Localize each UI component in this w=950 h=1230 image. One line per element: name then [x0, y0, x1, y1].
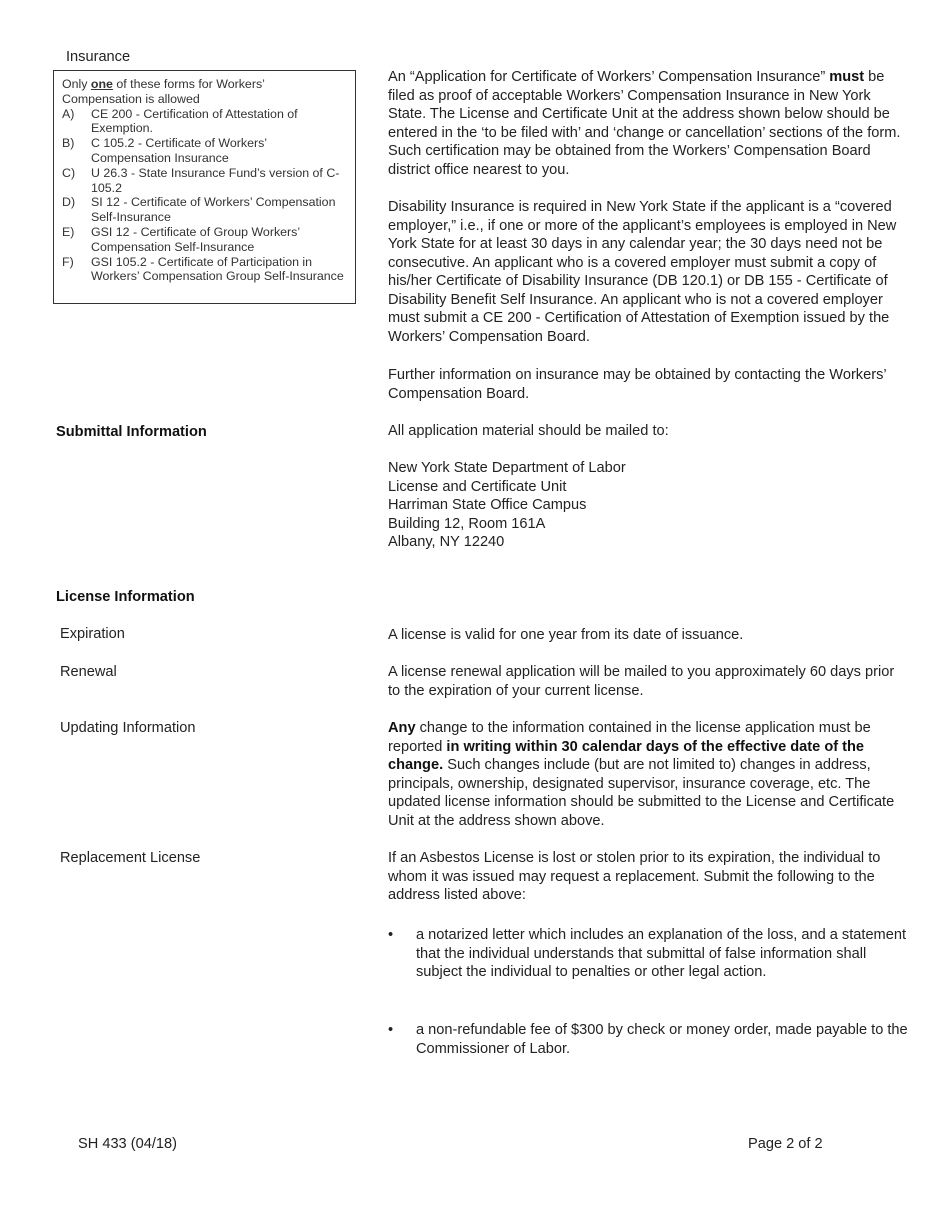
- form-item: B) C 105.2 - Certificate of Workers’ Compensation Insurance: [62, 136, 267, 165]
- bullet-item: • a notarized letter which includes an explanation of the loss, and a statement that the individual understands that submittal of false information shall subject the individual to penalties or other legal action.: [388, 927, 907, 980]
- mailing-address: [388, 459, 908, 552]
- form-item: C) U 26.3 - State Insurance Fund’s version of C-105.2: [62, 165, 340, 195]
- form-item: E) GSI 12 - Certificate of Group Workers’ Compensation Self-Insurance: [62, 224, 300, 254]
- insurance-label: Insurance: [66, 49, 131, 65]
- form-id: SH 433 (04/18): [78, 1136, 177, 1152]
- replacement-text: If an Asbestos License is lost or stolen prior to its expiration, the individual to whom it was issued may request a replacement. Submit the following to the address listed above:: [388, 850, 881, 903]
- expiration-text: A license is valid for one year from its date of issuance.: [388, 627, 744, 643]
- insurance-paragraph-3: Further information on insurance may be obtained by contacting the Workers’ Compensation Board.: [388, 367, 887, 402]
- submittal-heading: Submittal Information: [56, 424, 207, 440]
- form-item: D) SI 12 - Certificate of Workers’ Compensation Self-Insurance: [62, 195, 336, 225]
- insurance-paragraph-1: An “Application for Certificate of Workers’ Compensation Insurance” must be filed as proof of acceptable Workers’ Compensation Insurance in New York State. The License and Certificate Unit at the address shown below should be entered in the ‘to be filed with’ and ‘change or cancellation’ sections of the form. Such certification may be obtained from the Workers’ Compensation Board district office nearest to you.: [388, 69, 901, 178]
- form-item: F) GSI 105.2 - Certificate of Participation in Workers’ Compensation Group Self-Insurance: [62, 254, 344, 284]
- address-line: License and Certificate Unit: [388, 478, 567, 495]
- renewal-label: Renewal: [60, 664, 117, 680]
- bullet-icon: •: [388, 927, 394, 943]
- insurance-paragraph-2: Disability Insurance is required in New York State if the applicant is a “covered employer,” i.e., if one or more of the applicant’s employees is employed in New York State for at least 30 days in any calendar year; the 30 days need not be consecutive. An applicant who is a covered employer must submit a copy of his/her Certificate of Disability Insurance (DB 120.1) or DB 155 - Certificate of Disability Benefit Self Insurance. An applicant who is not a covered employer must submit a CE 200 - Certification of Attestation of Exemption issued by the Workers’ Compensation Board.: [388, 199, 897, 345]
- address-line: New York State Department of Labor: [388, 460, 626, 476]
- replacement-label: Replacement License: [60, 850, 201, 866]
- bullet-item: • a non-refundable fee of $300 by check or money order, made payable to the Commissioner of Labor.: [388, 1022, 908, 1057]
- updating-label: Updating Information: [60, 720, 196, 736]
- address-line: Harriman State Office Campus: [388, 497, 587, 513]
- workers-comp-forms-box: [53, 70, 356, 304]
- address-line: Albany, NY 12240: [388, 534, 505, 550]
- expiration-label: Expiration: [60, 626, 125, 642]
- page-number: Page 2 of 2: [748, 1136, 823, 1152]
- updating-text: Any change to the information contained in the license application must be reported in writing within 30 calendar days of the effective date of the change. Such changes include (but are not limited to) changes in address, principals, ownership, designated supervisor, insurance coverage, etc. The updated license information should be submitted to the License and Certificate Unit at the address shown above.: [388, 720, 895, 829]
- forms-box-intro: Only one of these forms for Workers’ Compensation is allowed: [62, 77, 265, 106]
- bullet-icon: •: [388, 1022, 394, 1038]
- submittal-intro: All application material should be mailed to:: [388, 423, 669, 439]
- emphasis-one: one: [90, 77, 113, 91]
- form-item: A) CE 200 - Certification of Attestation of Exemption.: [62, 106, 298, 136]
- renewal-text: A license renewal application will be mailed to you approximately 60 days prior to the expiration of your current license.: [388, 664, 895, 699]
- license-heading: License Information: [56, 589, 195, 605]
- address-line: Building 12, Room 161A: [388, 515, 546, 532]
